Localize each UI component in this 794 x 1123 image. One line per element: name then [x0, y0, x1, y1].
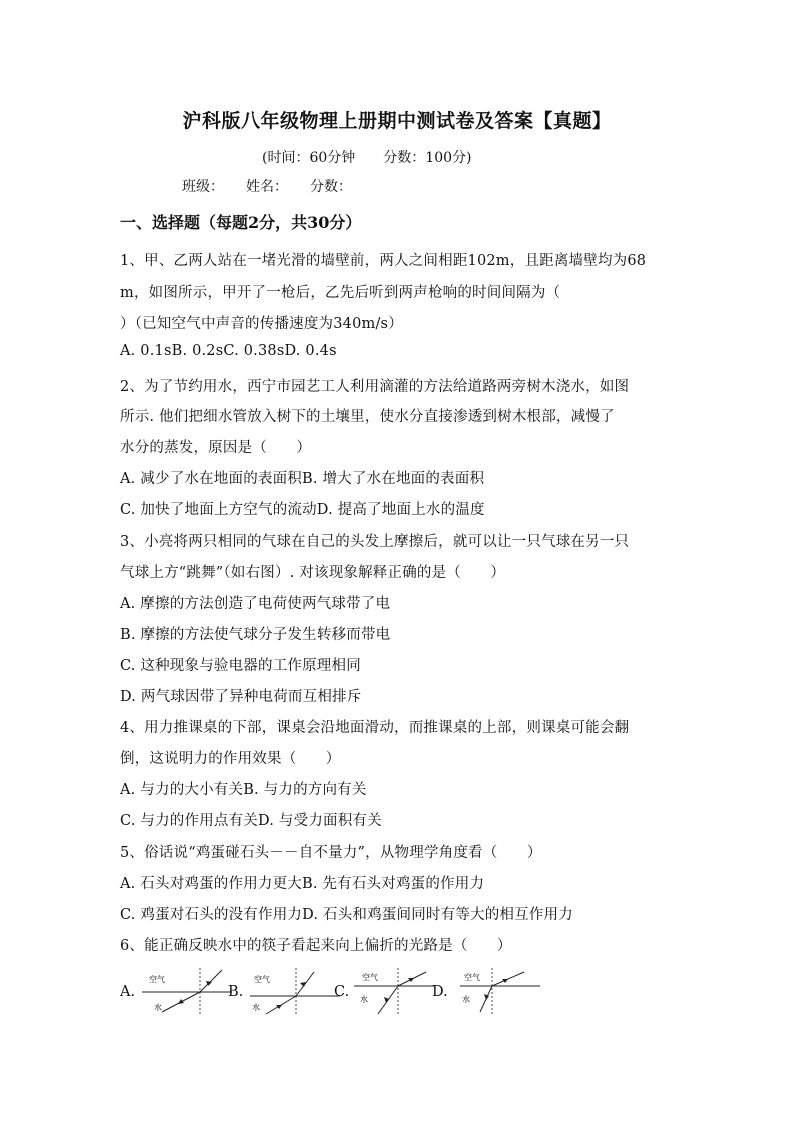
option-line: B. 摩擦的方法使气球分子发生转移而带电: [120, 627, 391, 643]
option-d-label: D.: [432, 984, 448, 1000]
question-line: 气球上方“跳舞”（如右图）. 对该现象解释正确的是（ ）: [120, 565, 506, 581]
question-line: 水分的蒸发，原因是（ ）: [120, 440, 312, 456]
class-label: 班级：: [182, 179, 224, 195]
water-label: 水: [462, 995, 470, 1004]
exam-meta: [262, 147, 499, 167]
option-line: A. 0.1sB. 0.2sC. 0.38sD. 0.4s: [120, 343, 337, 359]
question-line: 4、用力推课桌的下部，课桌会沿地面滑动，而推课桌的上部，则课桌可能会翻: [120, 720, 630, 736]
air-label: 空气: [464, 973, 480, 982]
question-line: 2、为了节约用水，西宁市园艺工人利用滴灌的方法给道路两旁树木浇水，如图: [120, 379, 630, 395]
air-label: 空气: [149, 975, 165, 984]
question-line: 1、甲、乙两人站在一堵光滑的墙壁前，两人之间相距102m，且距离墙壁均为68: [120, 253, 647, 269]
water-label: 水: [154, 1003, 162, 1012]
student-info: [182, 176, 374, 196]
option-line: C. 鸡蛋对石头的没有作用力D. 石头和鸡蛋间同时有等大的相互作用力: [120, 907, 573, 923]
option-line: D. 两气球因带了异种电荷而互相排斥: [120, 689, 362, 705]
question-line: 6、能正确反映水中的筷子看起来向上偏折的光路是（ ）: [120, 938, 512, 954]
option-a-diagram: [142, 968, 232, 1020]
name-label: 姓名：: [246, 179, 288, 195]
water-label: 水: [252, 1003, 260, 1012]
option-d-diagram: [460, 968, 540, 1020]
question-line: 5、俗话说“鸡蛋碰石头－－自不量力”，从物理学角度看（ ）: [120, 845, 542, 861]
question-line: 倒，这说明力的作用效果（ ）: [120, 751, 341, 767]
option-line: C. 加快了地面上方空气的流动D. 提高了地面上水的温度: [120, 502, 485, 518]
question-line: 所示. 他们把细水管放入树下的土壤里，使水分直接渗透到树木根部，减慢了: [120, 409, 615, 425]
option-b-diagram: [250, 968, 340, 1020]
question-line: ）（已知空气中声音的传播速度为340m/s）: [120, 316, 403, 332]
page-title: 沪科版八年级物理上册期中测试卷及答案【真题】: [182, 110, 612, 132]
section-heading: 一、选择题（每题2分，共30分）: [120, 213, 362, 232]
option-line: A. 石头对鸡蛋的作用力更大B. 先有石头对鸡蛋的作用力: [120, 876, 485, 892]
score-label: 分数：: [310, 179, 352, 195]
option-c-label: C.: [334, 984, 350, 1000]
score-info: 分数：100分): [383, 150, 472, 166]
question-line: 3、小亮将两只相同的气球在自己的头发上摩擦后，就可以让一只气球在另一只: [120, 534, 630, 550]
air-label: 空气: [254, 975, 270, 984]
question-line: m，如图所示，甲开了一枪后，乙先后听到两声枪响的时间间隔为（: [120, 285, 561, 301]
option-line: A. 与力的大小有关B. 与力的方向有关: [120, 782, 367, 798]
option-a-label: A.: [120, 984, 136, 1000]
option-b-label: B.: [228, 984, 244, 1000]
option-line: A. 摩擦的方法创造了电荷使两气球带了电: [120, 596, 391, 612]
water-label: 水: [360, 995, 368, 1004]
option-line: A. 减少了水在地面的表面积B. 增大了水在地面的表面积: [120, 471, 485, 487]
time-info: (时间：60分钟: [262, 150, 356, 166]
air-label: 空气: [362, 973, 378, 982]
option-c-diagram: [354, 968, 434, 1020]
option-line: C. 这种现象与验电器的工作原理相同: [120, 658, 361, 674]
option-line: C. 与力的作用点有关D. 与受力面积有关: [120, 813, 382, 829]
q6-options: [120, 968, 540, 1016]
